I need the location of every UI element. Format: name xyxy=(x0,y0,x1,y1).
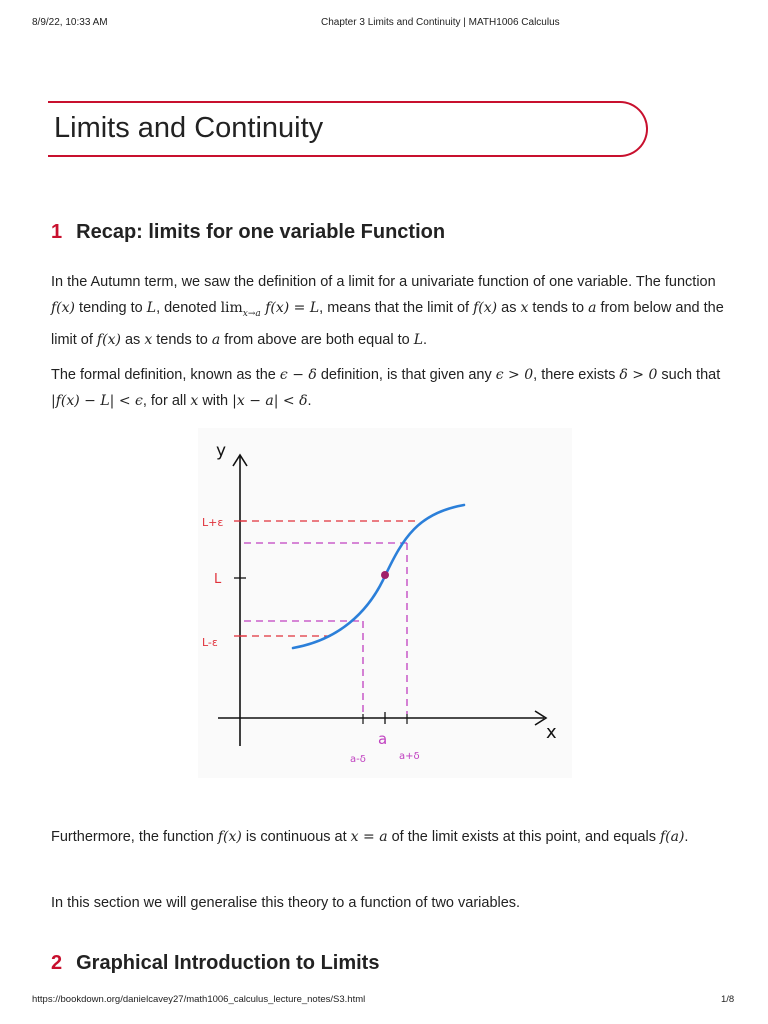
text: The formal definition, known as the xyxy=(51,367,280,383)
section-1-heading xyxy=(51,221,445,244)
text: , denoted xyxy=(156,300,221,316)
label-a-minus-delta: a-δ xyxy=(350,754,366,765)
label-L: L xyxy=(214,572,222,587)
math: ϵ − δ xyxy=(279,367,317,383)
math-subscript: x→a xyxy=(242,308,261,319)
section-2-heading xyxy=(51,952,379,975)
section-2-title: Graphical Introduction to Limits xyxy=(76,952,380,974)
math: L xyxy=(146,300,157,316)
paragraph-continuity xyxy=(51,824,731,850)
math: a xyxy=(588,300,597,316)
text: , for all xyxy=(142,393,191,409)
text: is continuous at xyxy=(241,829,351,845)
text: , there exists xyxy=(533,367,620,383)
text: definition, is that given any xyxy=(316,367,496,383)
text: Furthermore, the function xyxy=(51,829,218,845)
math: f(x) xyxy=(473,300,498,316)
header-datetime: 8/9/22, 10:33 AM xyxy=(32,17,108,28)
math: f(a) xyxy=(659,829,685,845)
label-L-plus-eps: L+ε xyxy=(202,516,224,529)
math: x = a xyxy=(350,829,388,845)
text: from above are both equal to xyxy=(220,331,414,348)
math: δ > 0 xyxy=(619,367,658,383)
function-curve xyxy=(293,505,464,648)
math: f(x) xyxy=(51,300,76,316)
text: with xyxy=(198,393,233,409)
math: f(x) xyxy=(217,829,242,845)
text: . xyxy=(684,829,689,845)
math: f(x) xyxy=(96,331,121,348)
math: |x − a| < δ xyxy=(232,393,308,409)
epsilon-delta-diagram xyxy=(198,428,572,778)
label-a-plus-delta: a+δ xyxy=(399,751,420,762)
math: lim xyxy=(220,300,243,316)
limit-point xyxy=(381,571,389,579)
text: , means that the limit of xyxy=(319,300,474,316)
footer-url[interactable]: https://bookdown.org/danielcavey27/math1006_calculus_lecture_notes/S3.html xyxy=(32,994,366,1005)
section-1-title: Recap: limits for one variable Function xyxy=(76,221,446,243)
math: a xyxy=(211,331,221,348)
text: tending to xyxy=(75,300,147,316)
label-a: a xyxy=(378,730,388,748)
math: |f(x) − L| < ϵ xyxy=(51,393,143,409)
math: x xyxy=(520,300,529,316)
math: ϵ > 0 xyxy=(495,367,534,383)
text: . xyxy=(423,331,428,348)
x-axis-label: x xyxy=(546,722,557,743)
math: x xyxy=(190,393,199,409)
text: tends to xyxy=(528,300,589,316)
text: tends to xyxy=(152,331,212,348)
math: x xyxy=(144,331,153,348)
text: . xyxy=(307,393,312,409)
paragraph-limit-definition xyxy=(51,269,731,353)
section-2-number: 2 xyxy=(51,952,63,974)
math-limit xyxy=(220,300,320,319)
paragraph-generalise: In this section we will generalise this theory to a function of two variables. xyxy=(51,895,521,911)
paragraph-formal-definition xyxy=(51,362,731,414)
footer-page-number: 1/8 xyxy=(721,994,735,1005)
math: f(x) = L xyxy=(260,300,320,316)
label-L-minus-eps: L-ε xyxy=(202,636,218,649)
math: L xyxy=(413,331,423,348)
text: as xyxy=(497,300,521,316)
text: of the limit exists at this point, and equals xyxy=(387,829,660,845)
text: from below and the limit of xyxy=(51,300,724,348)
text: as xyxy=(120,331,145,348)
y-axis-label: y xyxy=(216,441,227,461)
text: such that xyxy=(657,367,721,383)
epsilon-delta-figure xyxy=(198,428,572,778)
page-title: Limits and Continuity xyxy=(54,112,324,144)
header-page-title: Chapter 3 Limits and Continuity | MATH1006 Calculus xyxy=(321,17,560,28)
text: In the Autumn term, we saw the definition of a limit for a univariate function of one variable. The function xyxy=(51,274,716,290)
section-1-number: 1 xyxy=(51,221,63,243)
